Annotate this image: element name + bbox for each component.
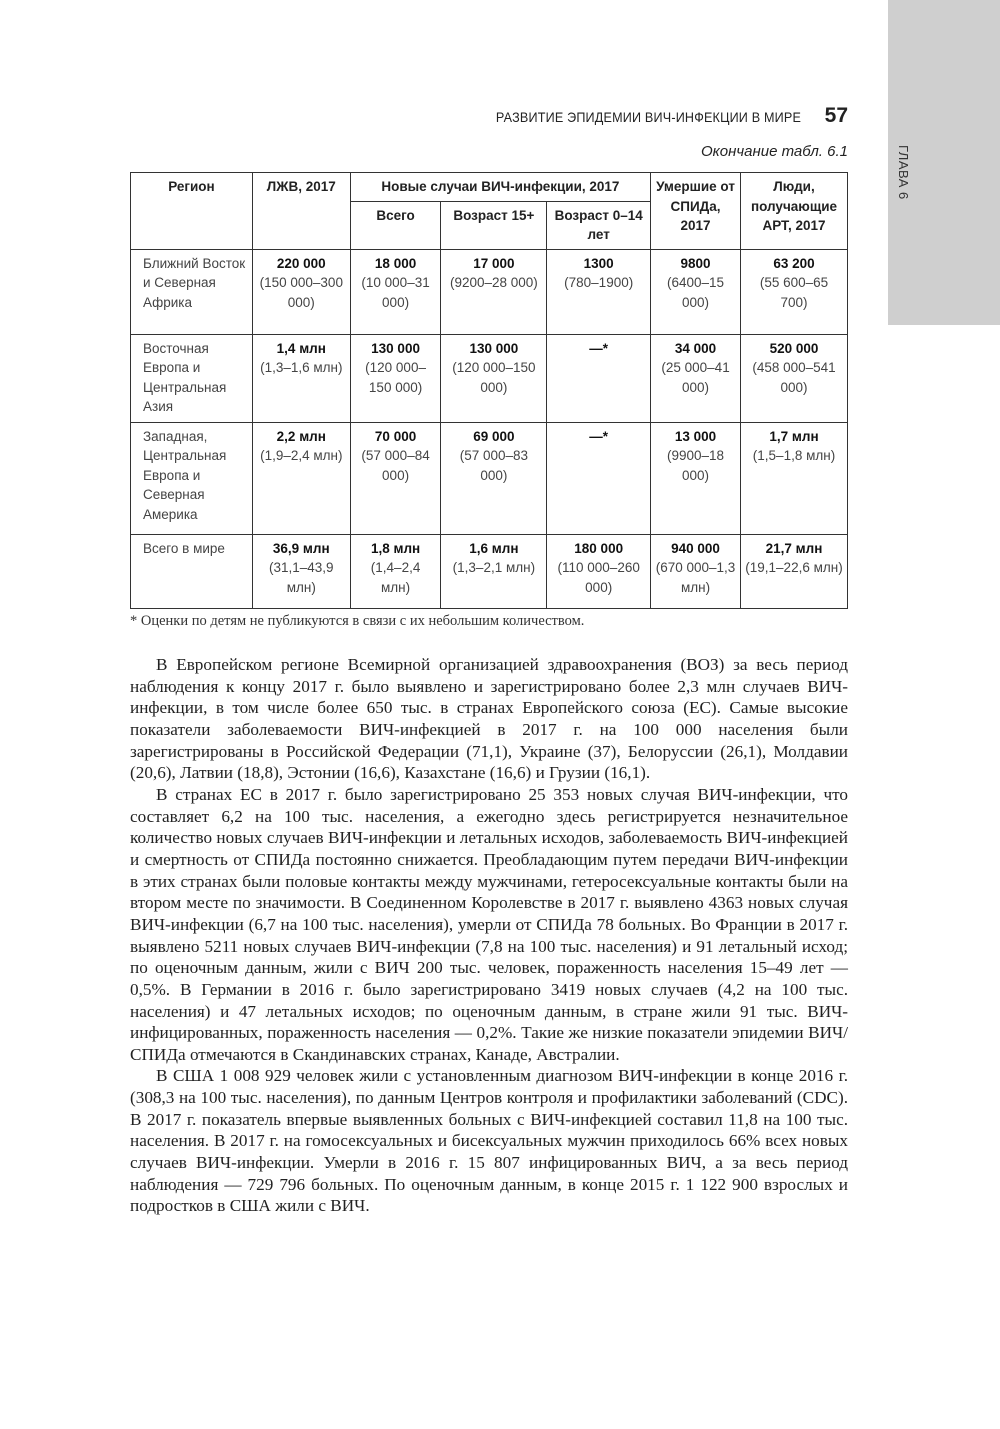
value-cell [741, 422, 848, 534]
estimate: 180 000 [574, 540, 624, 556]
header-total: Всего [350, 201, 441, 249]
header-region: Регион [131, 173, 253, 250]
chapter-label: ГЛАВА 6 [896, 145, 911, 200]
range: (9900–18 000) [667, 448, 725, 483]
range: (1,9–2,4 млн) [260, 448, 343, 463]
range: (110 000–260 000) [557, 560, 640, 595]
table-row [131, 249, 848, 334]
range: (458 000–541 000) [752, 360, 836, 395]
value-cell [651, 422, 741, 534]
value-cell [547, 534, 651, 608]
value-cell [252, 249, 350, 334]
page-number: 57 [824, 104, 848, 127]
range: (1,4–2,4 млн) [370, 560, 421, 595]
value-cell [350, 422, 441, 534]
table-caption: Окончание табл. 6.1 [701, 143, 848, 160]
value-cell [441, 422, 547, 534]
estimate: 1,6 млн [469, 540, 519, 556]
range: (19,1–22,6 млн) [745, 560, 843, 575]
range: (780–1900) [564, 275, 634, 290]
estimate: —* [589, 340, 609, 356]
estimate: 36,9 млн [272, 540, 330, 556]
region-cell: Всего в мире [131, 534, 253, 608]
running-title: РАЗВИТИЕ ЭПИДЕМИИ ВИЧ-ИНФЕКЦИИ В МИРЕ [495, 109, 801, 125]
estimate: 18 000 [374, 255, 417, 271]
value-cell [741, 534, 848, 608]
estimate: 940 000 [671, 540, 720, 556]
estimate: 1,7 млн [769, 428, 819, 444]
value-cell [651, 534, 741, 608]
estimate: 34 000 [674, 340, 717, 356]
value-cell [350, 249, 441, 334]
estimate: 1,8 млн [370, 540, 421, 556]
range: (10 000–31 000) [361, 275, 430, 310]
header-age014: Возраст 0–14 лет [547, 201, 651, 249]
estimate: 130 000 [371, 340, 420, 356]
range: (55 600–65 700) [759, 275, 829, 310]
value-cell [441, 534, 547, 608]
value-cell [741, 334, 848, 422]
table-row [131, 534, 848, 608]
value-cell [741, 249, 848, 334]
range: (31,1–43,9 млн) [269, 560, 334, 595]
range: (120 000–150 000) [452, 360, 536, 395]
estimate: 21,7 млн [765, 540, 823, 556]
value-cell [252, 334, 350, 422]
table-row [131, 334, 848, 422]
paragraph: В Европейском регионе Всемирной организацией здравоохранения (ВОЗ) за весь период наблюдения к концу 2017 г. было выявлено и зарегистрировано более 2,3 млн случаев ВИЧ-инфекции, в том числе более 650 тыс. в странах Европейского союза (ЕС). Самые высокие показатели заболеваемости ВИЧ-инфекцией в 2017 г. на 100 000 населения были зарегистрированы в Российской Федерации (71,1), Украине (37), Белоруссии (26,1), Молдавии (20,6), Латвии (18,8), Эстонии (16,6), Казахстане (16,6) и Грузии (16,1). [130, 655, 848, 783]
paragraph: В США 1 008 929 человек жили с установленным диагнозом ВИЧ-инфекции в конце 2016 г. (308,3 на 100 тыс. населения), по данным Центров контроля и профилактики заболеваний (CDC). В 2017 г. показатель впервые выявленных больных с ВИЧ-инфекцией составил 11,8 на 100 тыс. населения. В 2017 г. на гомосексуальных и бисексуальных мужчин приходилось 66% всех новых случаев ВИЧ-инфекции. Умерли в 2016 г. 15 807 инфицированных ВИЧ, а за весь период наблюдения — 729 796 больных. По оценочным данным, в конце 2015 г. 1 122 900 взрослых и подростков в США жили с ВИЧ. [130, 1066, 848, 1216]
estimate: 9800 [680, 255, 711, 271]
range: (1,3–2,1 млн) [452, 560, 536, 575]
estimate: 63 200 [773, 255, 815, 271]
range: (670 000–1,3 млн) [655, 560, 736, 595]
body-text [130, 654, 848, 1217]
estimate: 1,4 млн [276, 340, 326, 356]
value-cell [252, 422, 350, 534]
range: (57 000–83 000) [459, 448, 529, 483]
range: (25 000–41 000) [661, 360, 730, 395]
range: (9200–28 000) [449, 275, 538, 290]
estimate: 130 000 [469, 340, 519, 356]
estimate: 70 000 [374, 428, 417, 444]
header-plhiv: ЛЖВ, 2017 [252, 173, 350, 250]
estimate: 2,2 млн [276, 428, 326, 444]
value-cell [441, 249, 547, 334]
value-cell [547, 249, 651, 334]
region-cell: Ближний Восток и Северная Африка [131, 249, 253, 334]
value-cell [547, 334, 651, 422]
running-head [462, 104, 848, 128]
paragraph: В странах ЕС в 2017 г. было зарегистрировано 25 353 новых случая ВИЧ-инфекции, что составляет 6,2 на 100 тыс. населения, а ежегодно здесь регистрируется незначительное количество новых случаев ВИЧ-инфекции и летальных исходов, заболеваемость ВИЧ-инфекцией и смертность от СПИДа постоянно снижается. Преобладающим путем передачи ВИЧ-инфекции в этих странах были половые контакты между мужчинами, гетеросексуальные контакты были на втором месте по значимости. В Соединенном Королевстве в 2017 г. выявлено 4363 новых случая ВИЧ-инфекции (6,7 на 100 тыс. населения), умерли от СПИДа 78 больных. Во Франции в 2017 г. выявлено 5211 новых случаев ВИЧ-инфекции (7,8 на 100 тыс. населения) и 91 летальный исход; по оценочным данным, жили с ВИЧ 200 тыс. человек, пораженность населения 15–49 лет — 0,5%. В Германии в 2016 г. было зарегистрировано 3419 новых случаев (4,2 на 100 тыс. населения) и 47 летальных исходов; по оценочным данным, в стране жили 91 тыс. ВИЧ-инфицированных, пораженность населения — 0,2%. Такие же низкие показатели эпидемии ВИЧ/СПИДа отмечаются в Скандинавских странах, Канаде, Австралии. [130, 784, 848, 1064]
value-cell [252, 534, 350, 608]
estimate: 220 000 [276, 255, 326, 271]
value-cell [441, 334, 547, 422]
range: (120 000–150 000) [365, 360, 426, 395]
value-cell [651, 334, 741, 422]
estimate: —* [589, 428, 609, 444]
range: (1,5–1,8 млн) [752, 448, 836, 463]
data-table [130, 172, 848, 609]
footnote: * Оценки по детям не публикуются в связи с их небольшим количеством. [130, 613, 585, 629]
header-deaths: Умершие от СПИДа, 2017 [651, 173, 741, 250]
estimate: 1300 [583, 255, 614, 271]
estimate: 17 000 [473, 255, 515, 271]
value-cell [350, 334, 441, 422]
value-cell [350, 534, 441, 608]
range: (57 000–84 000) [361, 448, 430, 483]
region-cell: Восточная Европа и Центральная Азия [131, 334, 253, 422]
range: (6400–15 000) [667, 275, 725, 310]
estimate: 520 000 [769, 340, 819, 356]
chapter-tab [888, 0, 1000, 325]
header-new-cases: Новые случаи ВИЧ-инфекции, 2017 [350, 173, 650, 202]
estimate: 13 000 [674, 428, 717, 444]
range: (1,3–1,6 млн) [260, 360, 343, 375]
value-cell [651, 249, 741, 334]
header-art: Люди, получающие АРТ, 2017 [741, 173, 848, 250]
header-age15: Возраст 15+ [441, 201, 547, 249]
table-row [131, 422, 848, 534]
region-cell: Западная, Центральная Европа и Северная Америка [131, 422, 253, 534]
estimate: 69 000 [473, 428, 515, 444]
range: (150 000–300 000) [259, 275, 343, 310]
value-cell [547, 422, 651, 534]
